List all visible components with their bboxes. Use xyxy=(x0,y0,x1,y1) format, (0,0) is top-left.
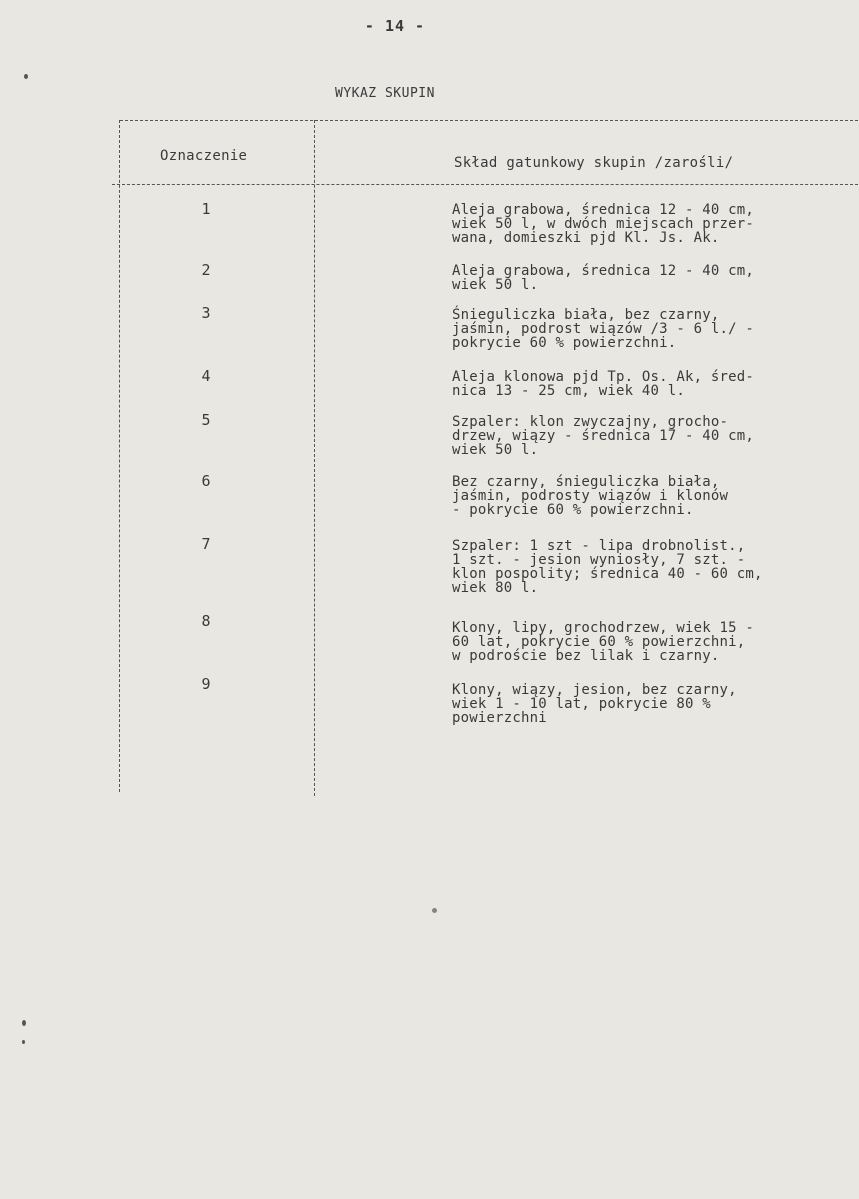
row-description: Aleja grabowa, średnica 12 - 40 cm, wiek 50 l, w dwóch miejscach przer- wana, domieszki pjd Kl. Js. Ak. xyxy=(452,202,755,246)
column-header-description: Skład gatunkowy skupin /zarośli/ xyxy=(454,155,734,171)
row-description: Szpaler: klon zwyczajny, grocho- drzew, wiązy - średnica 17 - 40 cm, wiek 50 l. xyxy=(452,414,755,458)
row-description: Bez czarny, śnieguliczka biała, jaśmin, podrosty wiązów i klonów - pokrycie 60 % powierzchni. xyxy=(452,474,729,518)
paper-speck xyxy=(24,74,28,79)
row-description: Szpaler: 1 szt - lipa drobnolist., 1 szt. - jesion wyniosły, 7 szt. - klon pospolity; średnica 40 - 60 cm, wiek 80 l. xyxy=(452,538,763,596)
row-description: Śnieguliczka biała, bez czarny, jaśmin, podrost wiązów /3 - 6 l./ - pokrycie 60 % powierzchni. xyxy=(452,307,755,351)
row-id: 8 xyxy=(201,612,211,630)
row-description: Klony, lipy, grochodrzew, wiek 15 - 60 lat, pokrycie 60 % powierzchni, w podroście bez lilak i czarny. xyxy=(452,620,755,664)
row-id: 3 xyxy=(201,304,211,322)
row-description: Aleja klonowa pjd Tp. Os. Ak, śred- nica 13 - 25 cm, wiek 40 l. xyxy=(452,369,755,399)
paper-speck xyxy=(22,1040,25,1044)
row-id: 5 xyxy=(201,411,211,429)
row-id: 6 xyxy=(201,472,211,490)
row-description: Aleja grabowa, średnica 12 - 40 cm, wiek 50 l. xyxy=(452,263,755,293)
row-id: 9 xyxy=(201,675,211,693)
row-id: 1 xyxy=(201,200,211,218)
page-number: - 14 - xyxy=(364,17,426,35)
column-header-id: Oznaczenie xyxy=(160,148,248,164)
document-title: WYKAZ SKUPIN xyxy=(335,86,435,101)
table-column-divider xyxy=(314,120,315,796)
row-id: 4 xyxy=(201,367,211,385)
row-id: 2 xyxy=(201,261,211,279)
table-top-rule xyxy=(120,120,858,121)
row-id: 7 xyxy=(201,535,211,553)
paper-speck xyxy=(22,1020,26,1026)
row-description: Klony, wiązy, jesion, bez czarny, wiek 1 - 10 lat, pokrycie 80 % powierzchni xyxy=(452,682,737,726)
paper-speck xyxy=(432,908,437,913)
table-header-rule xyxy=(112,184,858,185)
table-left-border xyxy=(119,120,120,792)
